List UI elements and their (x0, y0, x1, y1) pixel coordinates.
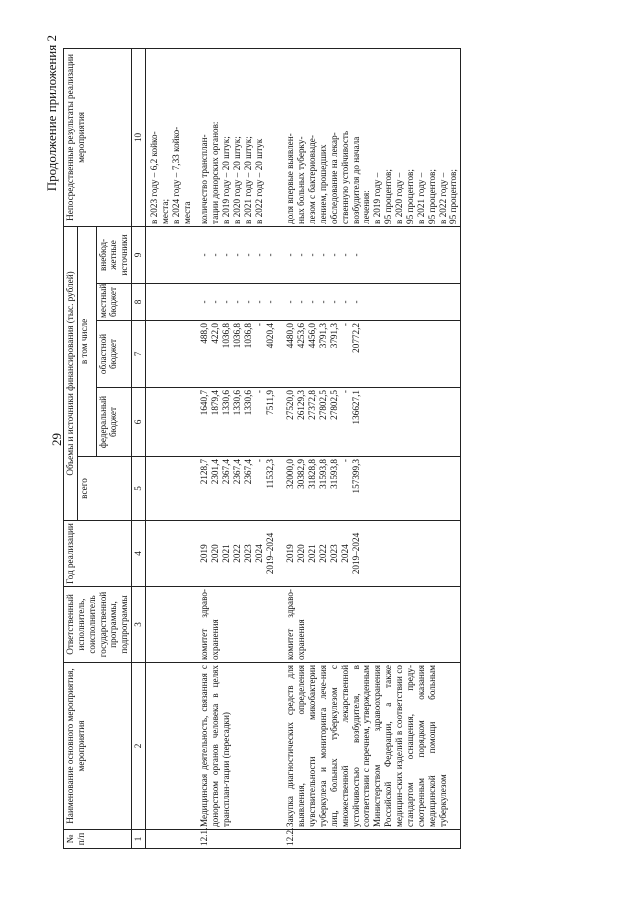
header-regional: областной бюджет (96, 321, 132, 388)
row-years: 2019 2020 2021 2022 2023 2024 2019–2024 (284, 521, 460, 587)
row-number: 12.1. (198, 830, 276, 849)
row-extra: - - - - - - - (198, 226, 276, 283)
row-regional: 4480,0 4253,6 4456,0 3791,3 3791,3 - 20772,2 (284, 321, 460, 388)
col-number: 5 (132, 457, 146, 521)
continuation-title: Продолжение приложения 2 (44, 35, 59, 192)
col-number: 6 (132, 388, 146, 457)
header-total: всего (77, 457, 131, 521)
header-including: в том числе (77, 226, 96, 456)
row-result: доля впервые выявлен- ных больных туберку- лезом с бактериовыде- лением, прошедших обследование на лекар- ственную устойчивость возбудителя до начала лечения: в 2019 году – 95 процентов; в 2020 году – 95 процентов; в 2021 году – 95 процентов; в 2022 году – 95 процентов; (284, 48, 460, 226)
header-row-1 (64, 48, 78, 848)
col-number: 4 (132, 521, 146, 587)
row-extra: - - - - - - - (284, 226, 460, 283)
header-year: Год реализации (64, 521, 132, 587)
row-total: 32000,0 30382,9 31828,8 31593,8 31593,8 - 157399,3 (284, 457, 460, 521)
row-number: 12.2. (284, 830, 460, 849)
row-executor: комитет здраво-охранения (198, 587, 276, 663)
header-funding: Объемы и источники финансирования (тыс. рублей) (64, 226, 78, 520)
header-num: № п/п (64, 830, 132, 849)
row-local: - - - - - - - (198, 284, 276, 321)
header-name: Наименование основного мероприятия, мероприятия (64, 663, 132, 830)
header-results: Непосредственные результаты реализации мероприятия (64, 48, 132, 226)
col-number: 7 (132, 321, 146, 388)
header-extra: внебюд-жетные источники (96, 226, 132, 283)
row-spacer (276, 48, 284, 848)
col-number: 3 (132, 587, 146, 663)
row-executor: комитет здраво-охранения (284, 587, 460, 663)
page-number: 29 (49, 433, 64, 446)
col-number: 9 (132, 226, 146, 283)
col-number: 8 (132, 284, 146, 321)
header-local: местный бюджет (96, 284, 132, 321)
row-regional: 488,0 422,0 1036,8 1036,8 1036,8 - 4020,4 (198, 321, 276, 388)
row-federal: 27520,0 26129,3 27372,8 27802,5 27802,5 - 136627,1 (284, 388, 460, 457)
row-years: 2019 2020 2021 2022 2023 2024 2019–2024 (198, 521, 276, 587)
header-executor: Ответственный исполнитель, соисполнитель государственной программы, подпрограммы (64, 587, 132, 663)
col-number: 2 (132, 663, 146, 830)
header-federal: федеральный бюджет (96, 388, 132, 457)
row-local: - - - - - - - (284, 284, 460, 321)
row-name: Медицинская деятельность, связанная с донорством органов человека в целях трансплан-тации (пересадки) (198, 663, 276, 830)
col-number: 1 (132, 830, 146, 849)
carry-over-result: в 2023 году – 6,2 койко- места; в 2024 году – 7,33 койко- места (146, 48, 199, 226)
program-table (63, 48, 461, 849)
column-numbers-row (132, 48, 146, 848)
row-name: Закупка диагностических средств для выявления, определения чувствительности микобактерии туберкулеза и мониторинга лече-ния лиц, больных туберкулезом с множественной лекарственной устойчивостью возбудителя, в соответствии с перечнем, утвержденным Министерством здравоохранения Российской Федерации, а также медицин-ских изделий в соответствии со стандартом оснащения, преду-смотренным порядком оказания медицинской помощи больным туберкулезом (284, 663, 460, 830)
row-federal: 1640,7 1879,4 1330,6 1330,6 1330,6 - 7511,9 (198, 388, 276, 457)
table-row-12-2 (284, 48, 460, 848)
row-result: количество трансплан- тации донорских органов: в 2019 году – 20 штук; в 2020 году – 20 штук; в 2021 году – 20 штук; в 2022 году – 20 штук (198, 48, 276, 226)
carry-over-row (146, 48, 199, 848)
row-total: 2128,7 2301,4 2367,4 2367,4 2367,4 - 11532,3 (198, 457, 276, 521)
col-number: 10 (132, 48, 146, 226)
table-row-12-1 (198, 48, 276, 848)
